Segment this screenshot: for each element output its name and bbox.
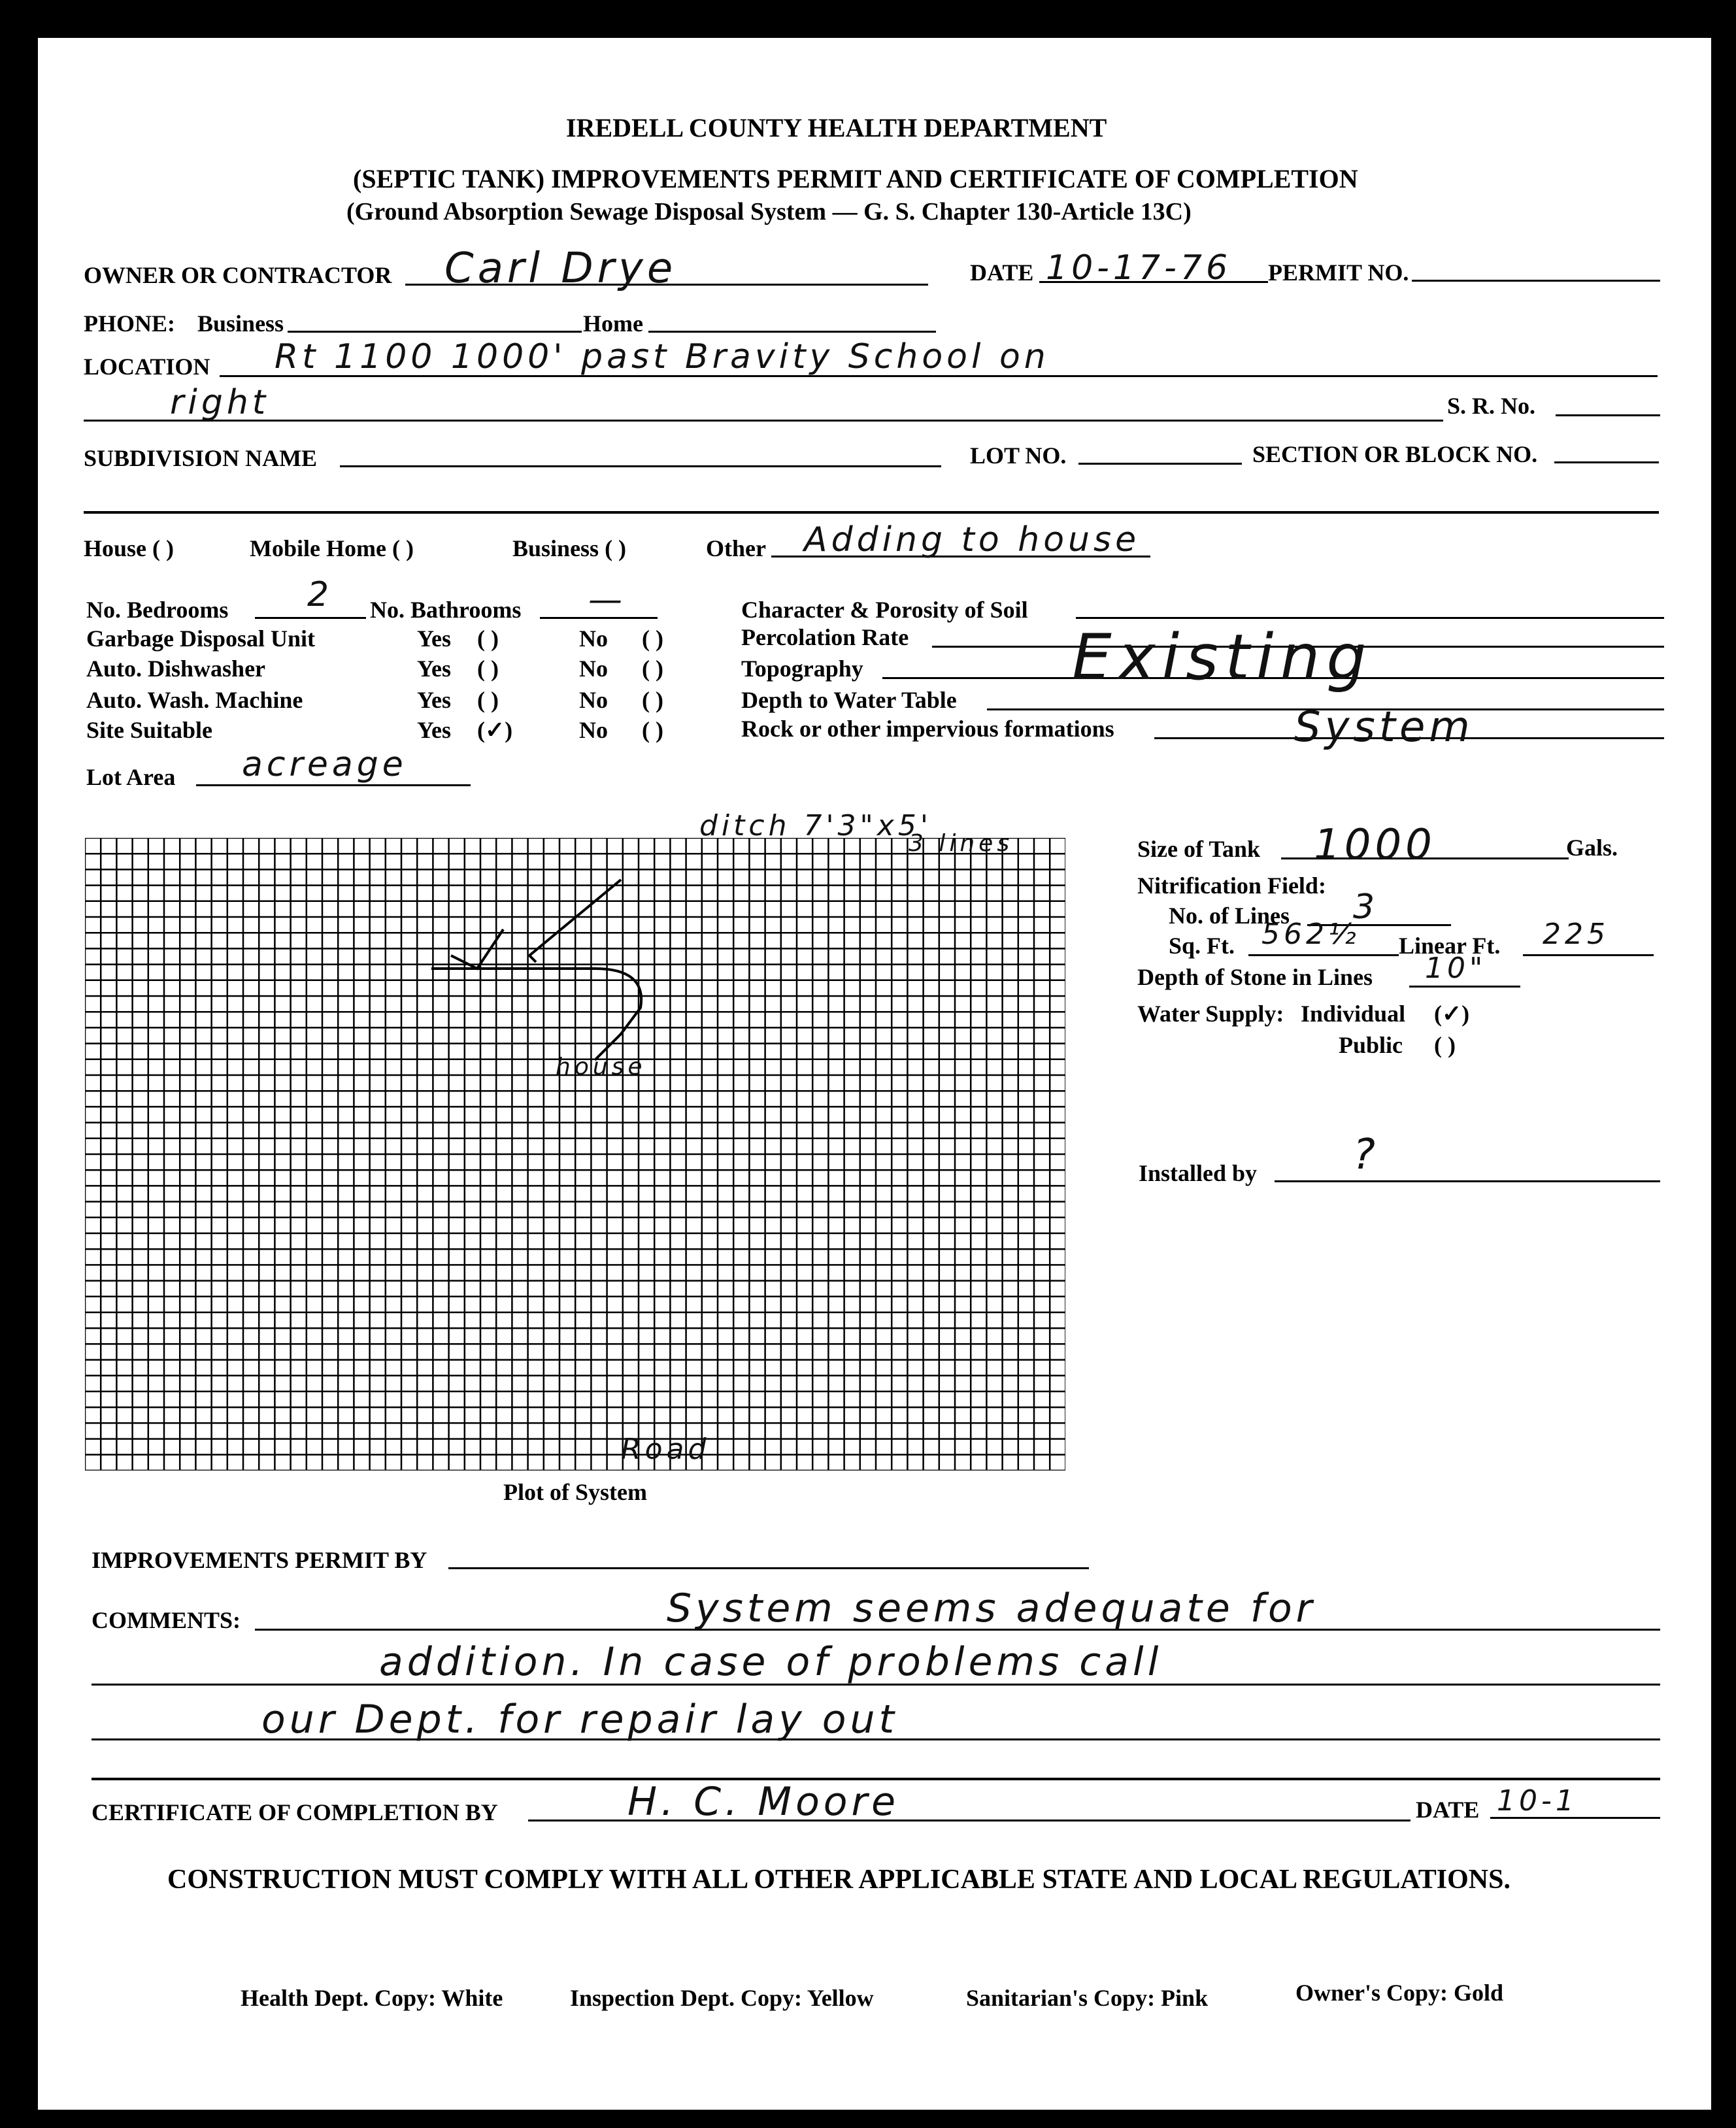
bathrooms-value[interactable]: — — [588, 580, 626, 620]
site-no-box[interactable]: ( ) — [642, 717, 663, 743]
installed-by-label: Installed by — [1139, 1160, 1258, 1186]
bedrooms-label: No. Bedrooms — [86, 597, 229, 623]
soil-handwritten-existing[interactable]: Existing — [1072, 621, 1373, 694]
washer-yes[interactable]: Yes — [417, 687, 451, 713]
sr-no-label: S. R. No. — [1447, 393, 1536, 419]
linear-ft-label: Linear Ft. — [1399, 933, 1501, 959]
garbage-no-box[interactable]: ( ) — [642, 625, 663, 652]
soil-handwritten-system[interactable]: System — [1294, 703, 1474, 752]
copy-health: Health Dept. Copy: White — [241, 1985, 503, 2011]
water-table-label: Depth to Water Table — [741, 687, 957, 713]
stone-depth-label: Depth of Stone in Lines — [1137, 964, 1373, 990]
washer-no-box[interactable]: ( ) — [642, 687, 663, 713]
owner-value[interactable]: Carl Drye — [444, 244, 677, 293]
site-suitable-label: Site Suitable — [86, 717, 213, 743]
plot-note-house: house — [556, 1054, 646, 1080]
plot-sketch — [85, 838, 1065, 1471]
certificate-date-value[interactable]: 10-1 — [1497, 1784, 1578, 1818]
garbage-no[interactable]: No — [579, 625, 608, 652]
mobile-home-checkbox[interactable]: Mobile Home ( ) — [250, 535, 414, 561]
lot-no-label: LOT NO. — [970, 442, 1067, 469]
lot-area-value[interactable]: acreage — [242, 745, 407, 784]
copy-owner: Owner's Copy: Gold — [1295, 1980, 1504, 2006]
section-block-label: SECTION OR BLOCK NO. — [1252, 441, 1538, 467]
dishwasher-label: Auto. Dishwasher — [86, 656, 266, 682]
certificate-signature[interactable]: H. C. Moore — [627, 1779, 900, 1825]
stone-depth-value[interactable]: 10" — [1425, 952, 1487, 985]
site-yes[interactable]: Yes — [417, 717, 451, 743]
washer-label: Auto. Wash. Machine — [86, 687, 303, 713]
plot-note-3lines: 3 lines — [909, 830, 1014, 857]
location-value-line1[interactable]: Rt 1100 1000' past Bravity School on — [275, 337, 1050, 376]
linear-ft-value[interactable]: 225 — [1543, 918, 1609, 951]
lot-area-label: Lot Area — [86, 764, 176, 790]
dishwasher-yes[interactable]: Yes — [417, 656, 451, 682]
department-heading: IREDELL COUNTY HEALTH DEPARTMENT — [566, 113, 1107, 142]
comment-line-3[interactable]: our Dept. for repair lay out — [261, 1697, 899, 1742]
bathrooms-label: No. Bathrooms — [370, 597, 522, 623]
tank-size-label: Size of Tank — [1137, 836, 1261, 862]
topography-label: Topography — [741, 656, 863, 682]
garbage-yes-box[interactable]: ( ) — [477, 625, 499, 652]
certificate-label: CERTIFICATE OF COMPLETION BY — [92, 1799, 498, 1825]
copy-sanitarian: Sanitarian's Copy: Pink — [966, 1985, 1209, 2011]
plot-note-road: Road — [621, 1433, 710, 1466]
date-value[interactable]: 10-17-76 — [1046, 248, 1232, 288]
plot-note-ditch: ditch 7'3"x5' — [699, 809, 932, 842]
nitrification-label: Nitrification Field: — [1137, 873, 1326, 899]
garbage-label: Garbage Disposal Unit — [86, 625, 316, 652]
owner-label: OWNER OR CONTRACTOR — [84, 262, 392, 288]
phone-home-label: Home — [583, 310, 643, 337]
other-label: Other — [706, 535, 766, 561]
gals-label: Gals. — [1566, 835, 1618, 861]
site-no[interactable]: No — [579, 717, 608, 743]
house-checkbox[interactable]: House ( ) — [84, 535, 174, 561]
lines-label: No. of Lines — [1169, 903, 1290, 929]
public-box[interactable]: ( ) — [1434, 1032, 1456, 1058]
sqft-label: Sq. Ft. — [1169, 933, 1235, 959]
subdivision-label: SUBDIVISION NAME — [84, 445, 318, 471]
washer-no[interactable]: No — [579, 687, 608, 713]
sqft-value[interactable]: 562½ — [1261, 918, 1360, 951]
percolation-label: Percolation Rate — [741, 624, 909, 650]
individual-label: Individual — [1301, 1001, 1406, 1027]
public-label: Public — [1339, 1032, 1403, 1058]
permit-no-label: PERMIT NO. — [1268, 259, 1409, 286]
individual-checked[interactable]: (✓) — [1434, 1001, 1470, 1027]
dishwasher-no[interactable]: No — [579, 656, 608, 682]
dishwasher-yes-box[interactable]: ( ) — [477, 656, 499, 682]
copy-inspection: Inspection Dept. Copy: Yellow — [570, 1985, 874, 2011]
location-label: LOCATION — [84, 354, 210, 380]
comment-line-2[interactable]: addition. In case of problems call — [379, 1639, 1163, 1685]
installed-by-value[interactable]: ? — [1353, 1131, 1379, 1179]
washer-yes-box[interactable]: ( ) — [477, 687, 499, 713]
form-subtitle: (Ground Absorption Sewage Disposal System — G. S. Chapter 130-Article 13C) — [346, 198, 1192, 225]
location-value-line2[interactable]: right — [170, 383, 270, 422]
improvements-permit-label: IMPROVEMENTS PERMIT BY — [92, 1547, 427, 1573]
plot-caption: Plot of System — [503, 1479, 647, 1505]
form-title: (SEPTIC TANK) IMPROVEMENTS PERMIT AND CERTIFICATE OF COMPLETION — [353, 164, 1358, 193]
phone-business-label: Business — [197, 310, 284, 337]
phone-label: PHONE: — [84, 310, 175, 337]
tank-size-value[interactable]: 1000 — [1314, 821, 1436, 869]
comment-line-1[interactable]: System seems adequate for — [667, 1586, 1316, 1631]
construction-notice: CONSTRUCTION MUST COMPLY WITH ALL OTHER APPLICABLE STATE AND LOCAL REGULATIONS. — [167, 1865, 1511, 1895]
dishwasher-no-box[interactable]: ( ) — [642, 656, 663, 682]
garbage-yes[interactable]: Yes — [417, 625, 451, 652]
date-label: DATE — [970, 259, 1034, 286]
lines-value[interactable]: 3 — [1353, 888, 1379, 927]
soil-character-label: Character & Porosity of Soil — [741, 597, 1028, 623]
plot-grid[interactable] — [85, 809, 1065, 1471]
business-checkbox[interactable]: Business ( ) — [512, 535, 627, 561]
bedrooms-value[interactable]: 2 — [307, 575, 333, 614]
rock-formations-label: Rock or other impervious formations — [741, 716, 1114, 742]
other-value[interactable]: Adding to house — [804, 520, 1141, 559]
water-supply-label: Water Supply: — [1137, 1001, 1284, 1027]
site-yes-checked[interactable]: (✓) — [477, 717, 513, 743]
comments-label: COMMENTS: — [92, 1607, 241, 1633]
certificate-date-label: DATE — [1416, 1797, 1480, 1823]
